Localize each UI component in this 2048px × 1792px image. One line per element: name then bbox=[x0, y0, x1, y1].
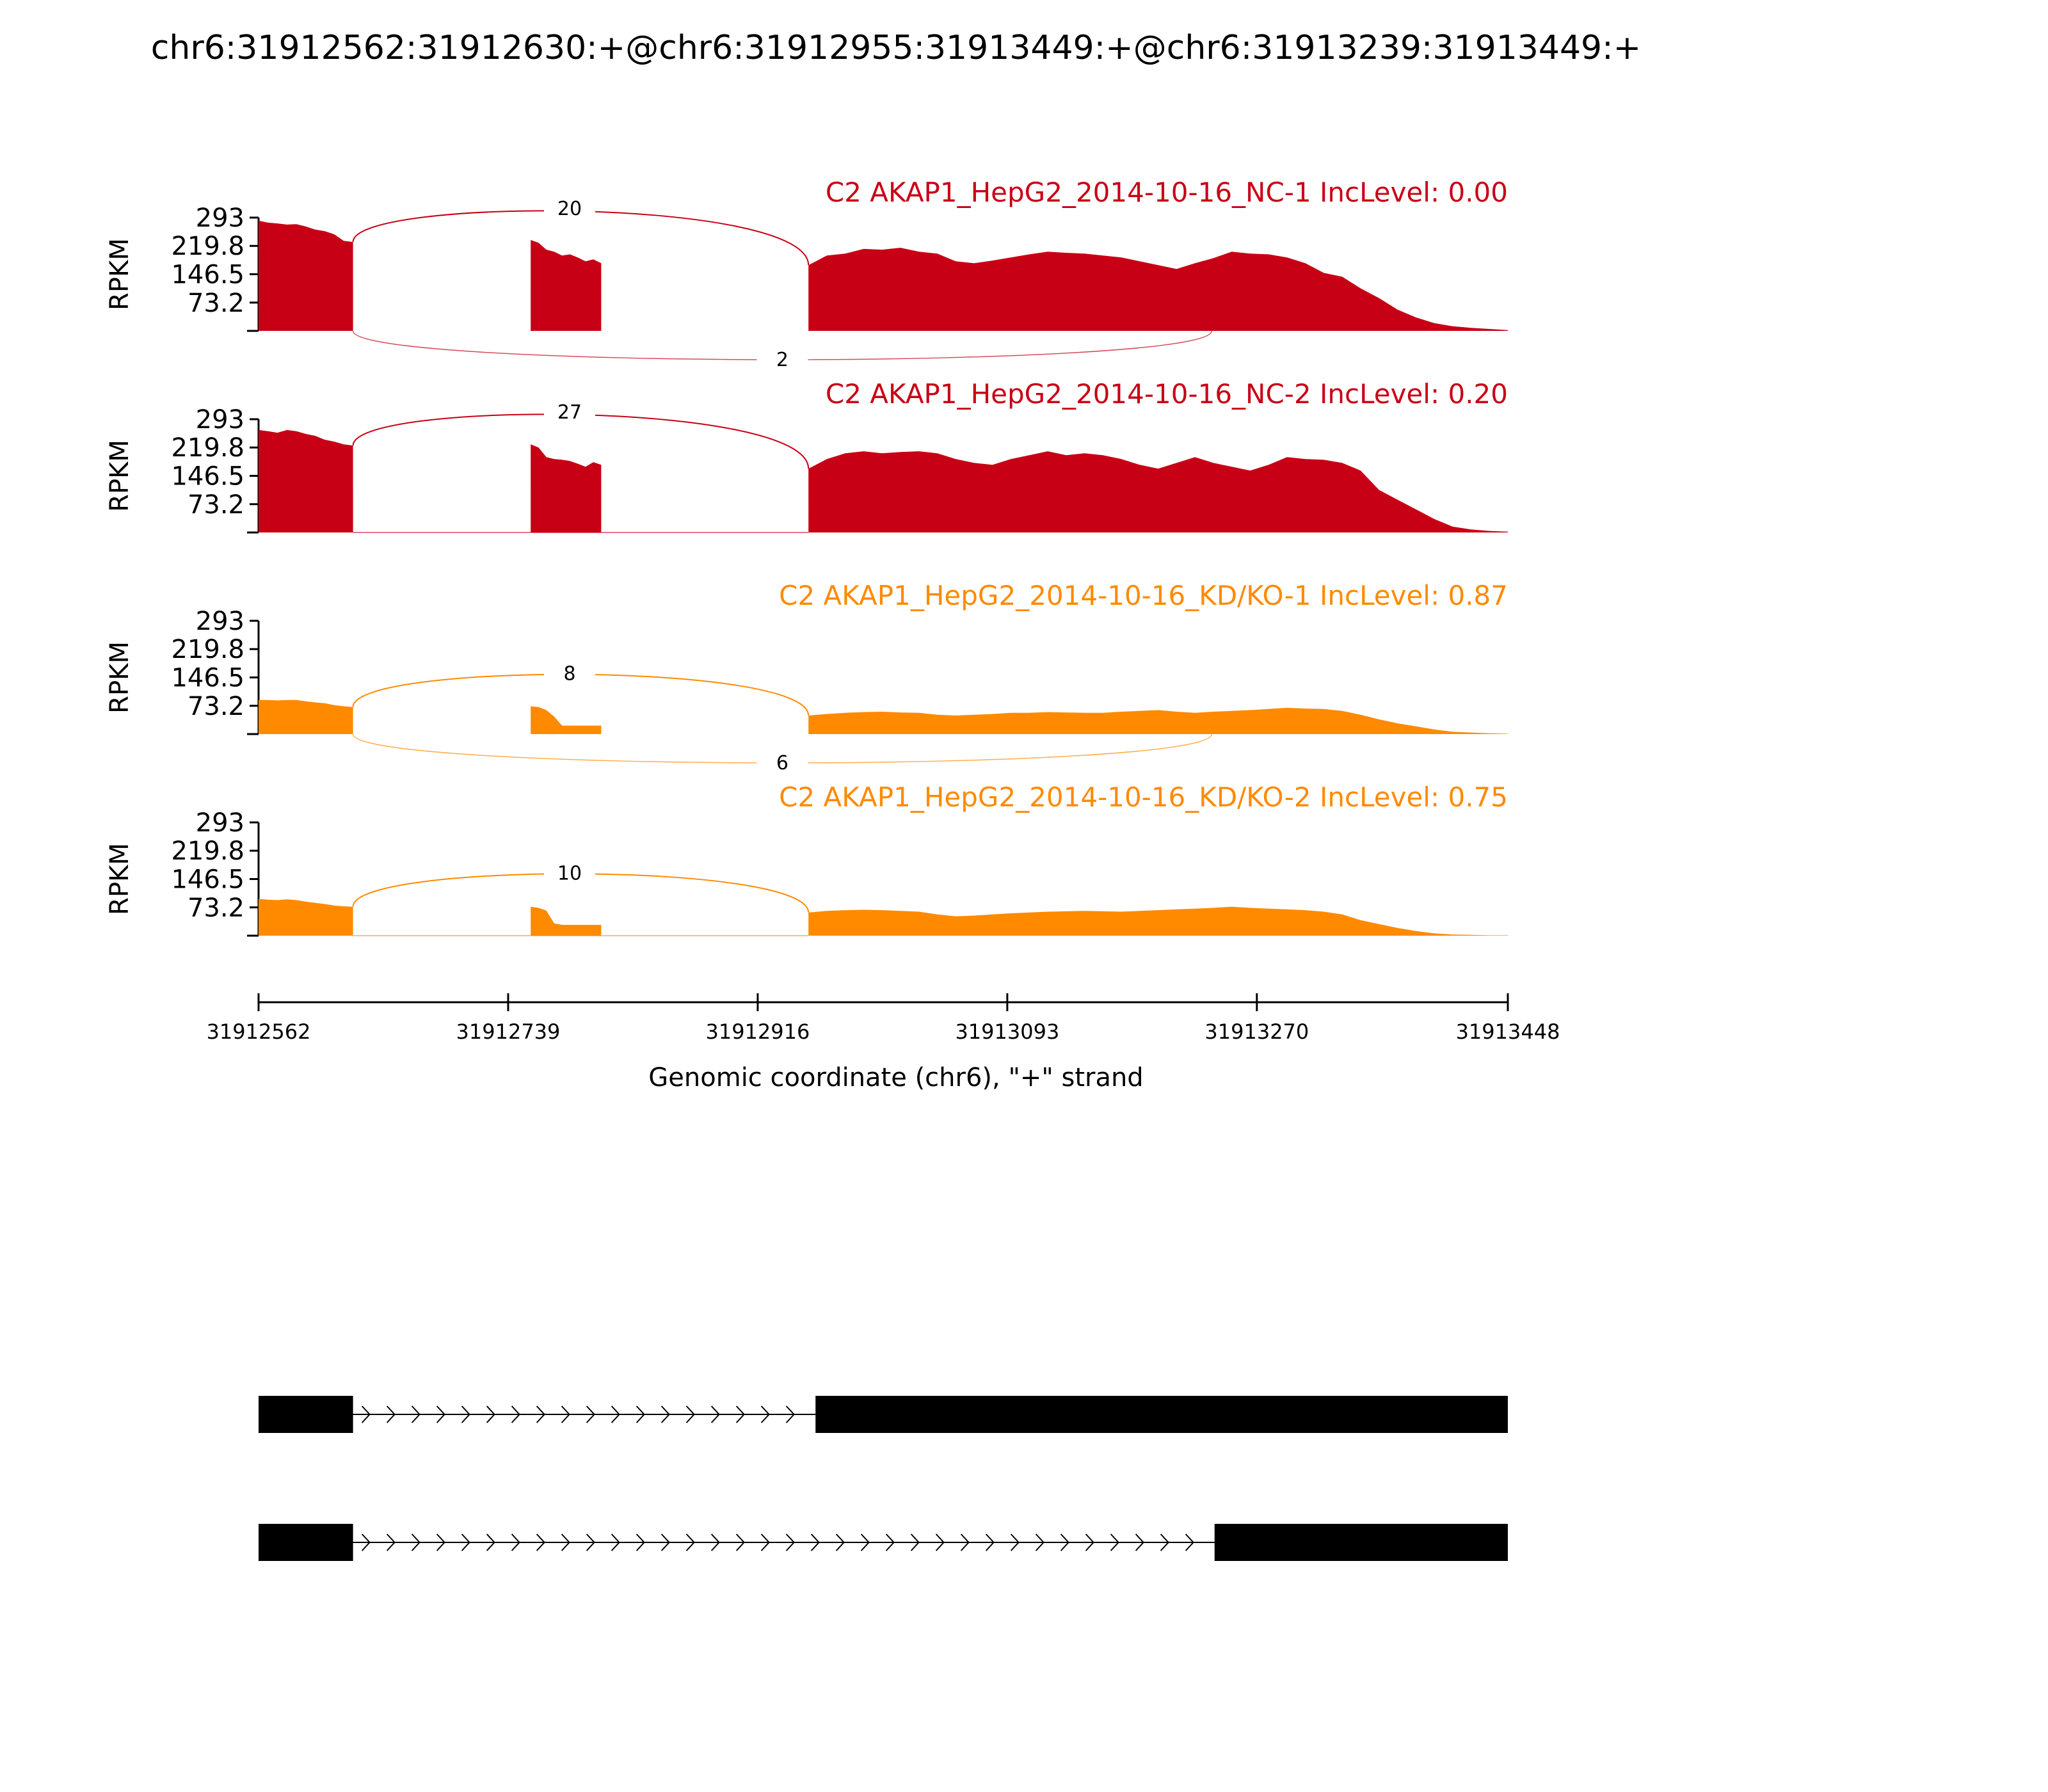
chart-title: chr6:31912562:31912630:+@chr6:31912955:31913449:+@chr6:31913239:31913449:+ bbox=[150, 29, 1642, 67]
y-tick-label: 73.2 bbox=[187, 893, 244, 923]
x-tick-label: 31913270 bbox=[1204, 1020, 1309, 1044]
exon-block bbox=[259, 1396, 353, 1433]
y-tick-label: 219.8 bbox=[171, 433, 244, 463]
y-tick-label: 146.5 bbox=[171, 865, 244, 895]
coverage-block bbox=[808, 708, 1508, 734]
exon-block bbox=[1215, 1524, 1508, 1561]
coverage-block bbox=[808, 248, 1508, 331]
y-axis-label: RPKM bbox=[105, 843, 134, 915]
coverage-block bbox=[259, 221, 353, 331]
sample-label: C2 AKAP1_HepG2_2014-10-16_KD/KO-1 IncLevel: 0.87 bbox=[779, 580, 1508, 611]
junction-count: 10 bbox=[557, 862, 582, 885]
track-panel bbox=[105, 177, 1508, 371]
track-panel bbox=[105, 580, 1508, 774]
coverage-block bbox=[259, 899, 353, 936]
junction-count: 27 bbox=[557, 401, 582, 424]
coverage-block bbox=[808, 451, 1508, 532]
x-tick-label: 31913448 bbox=[1455, 1020, 1560, 1044]
y-tick-label: 293 bbox=[195, 204, 244, 233]
track-panel bbox=[105, 781, 1508, 936]
track-panels bbox=[105, 177, 1508, 936]
coverage-block bbox=[531, 707, 601, 735]
exon-block bbox=[815, 1396, 1508, 1433]
coverage-block bbox=[259, 700, 353, 734]
y-tick-label: 73.2 bbox=[187, 691, 244, 721]
junction-count: 2 bbox=[776, 349, 789, 371]
coverage-block bbox=[531, 240, 601, 331]
coverage-block bbox=[259, 430, 353, 532]
x-tick-label: 31912562 bbox=[206, 1020, 311, 1044]
coverage-block bbox=[531, 907, 601, 936]
sample-label: C2 AKAP1_HepG2_2014-10-16_NC-1 IncLevel: 0.00 bbox=[825, 177, 1508, 208]
y-axis-label: RPKM bbox=[105, 641, 134, 714]
transcript-model bbox=[259, 1396, 1508, 1433]
exon-block bbox=[259, 1524, 353, 1561]
y-tick-label: 146.5 bbox=[171, 461, 244, 492]
sample-label: C2 AKAP1_HepG2_2014-10-16_KD/KO-2 IncLevel: 0.75 bbox=[779, 781, 1508, 813]
y-tick-label: 293 bbox=[195, 607, 244, 636]
y-tick-label: 73.2 bbox=[187, 288, 244, 318]
y-tick-label: 219.8 bbox=[171, 232, 244, 262]
x-axis bbox=[207, 993, 1560, 1044]
y-axis-label: RPKM bbox=[105, 440, 134, 512]
y-tick-label: 146.5 bbox=[171, 663, 244, 693]
y-tick-label: 293 bbox=[195, 405, 244, 435]
coverage-block bbox=[808, 907, 1508, 936]
x-tick-label: 31912739 bbox=[456, 1020, 561, 1044]
y-tick-label: 219.8 bbox=[171, 836, 244, 867]
y-tick-label: 219.8 bbox=[171, 635, 244, 665]
junction-count: 8 bbox=[563, 662, 576, 685]
gene-structure-track bbox=[259, 1396, 1508, 1561]
junction-count: 20 bbox=[557, 198, 582, 221]
x-tick-label: 31912916 bbox=[705, 1020, 810, 1044]
x-tick-label: 31913093 bbox=[955, 1020, 1060, 1044]
y-tick-label: 146.5 bbox=[171, 260, 244, 290]
y-tick-label: 73.2 bbox=[187, 490, 244, 520]
sample-label: C2 AKAP1_HepG2_2014-10-16_NC-2 IncLevel: 0.20 bbox=[825, 378, 1508, 410]
x-axis-label: Genomic coordinate (chr6), "+" strand bbox=[648, 1063, 1144, 1092]
junction-count: 6 bbox=[776, 752, 789, 774]
coverage-block bbox=[531, 444, 601, 532]
track-panel bbox=[105, 378, 1508, 532]
y-axis-label: RPKM bbox=[105, 238, 134, 310]
y-tick-label: 293 bbox=[195, 808, 244, 838]
transcript-model bbox=[259, 1524, 1508, 1561]
